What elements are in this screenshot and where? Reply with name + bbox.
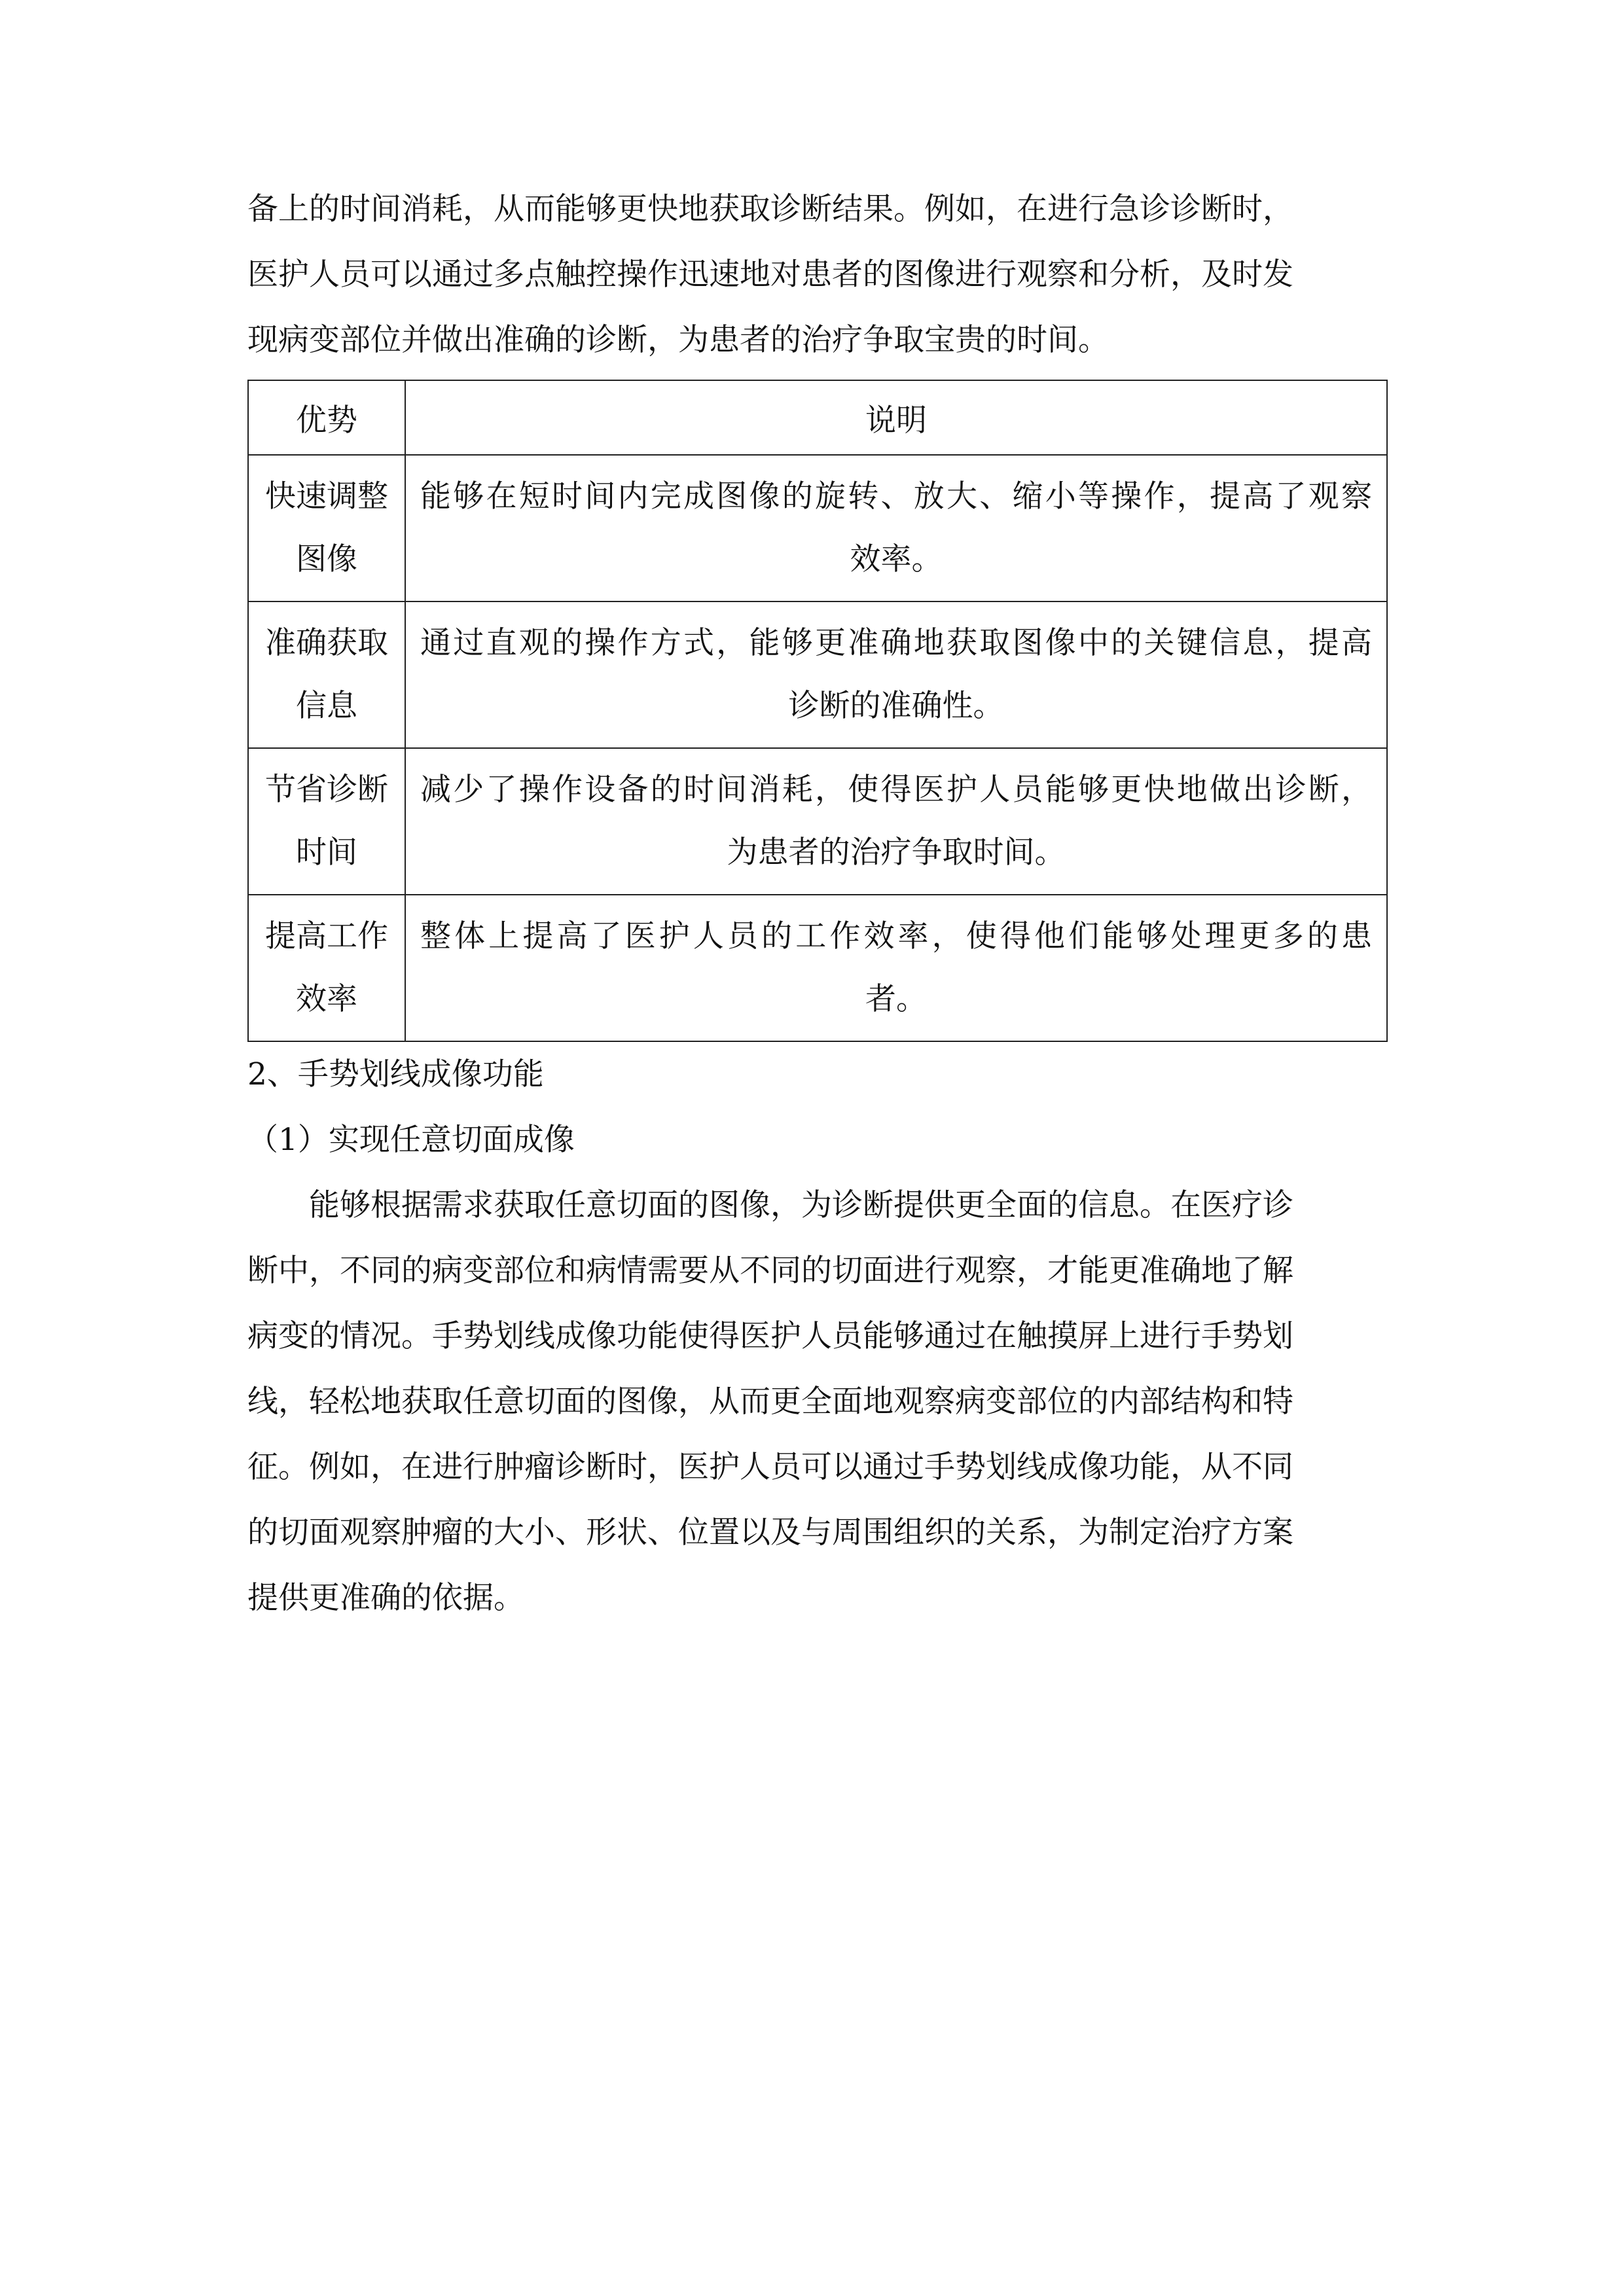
advantage-cell — [248, 895, 405, 1041]
description-cell — [405, 455, 1387, 601]
advantage-text: 信息 — [296, 688, 357, 724]
intro-line: 备上的时间消耗，从而能够更快地获取诊断结果。例如，在进行急诊诊断时， — [247, 191, 1293, 227]
description-cell — [405, 748, 1387, 895]
section-heading: 2、手势划线成像功能 — [247, 1056, 544, 1092]
section-body — [247, 1173, 1388, 1631]
table-row — [248, 455, 1387, 601]
body-line: 线，轻松地获取任意切面的图像，从而更全面地观察病变部位的内部结构和特 — [247, 1384, 1293, 1420]
body-line: 征。例如，在进行肿瘤诊断时，医护人员可以通过手势划线成像功能，从不同 — [247, 1449, 1293, 1485]
body-line: 提供更准确的依据。 — [247, 1580, 524, 1616]
description-cell — [405, 601, 1387, 748]
description-text: 为患者的治疗争取时间。 — [727, 834, 1066, 870]
table-row — [248, 748, 1387, 895]
description-text: 能够在短时间内完成图像的旋转、放大、缩小等操作，提高了观察 — [420, 478, 1372, 514]
description-text: 通过直观的操作方式，能够更准确地获取图像中的关键信息，提高 — [420, 625, 1372, 661]
body-line: 断中，不同的病变部位和病情需要从不同的切面进行观察，才能更准确地了解 — [247, 1253, 1293, 1289]
body-line: 的切面观察肿瘤的大小、形状、位置以及与周围组织的关系，为制定治疗方案 — [247, 1515, 1293, 1551]
advantage-text: 图像 — [296, 541, 357, 577]
description-text: 诊断的准确性。 — [788, 688, 1004, 724]
description-text: 效率。 — [850, 541, 943, 577]
table-header-row — [248, 380, 1387, 455]
advantage-text: 节省诊断 — [265, 772, 388, 808]
body-line: 能够根据需求获取任意切面的图像，为诊断提供更全面的信息。在医疗诊 — [309, 1187, 1293, 1223]
table-row — [248, 895, 1387, 1041]
document-page — [247, 177, 1388, 1631]
description-cell — [405, 895, 1387, 1041]
advantage-text: 时间 — [296, 834, 357, 870]
advantage-text: 快速调整 — [265, 478, 388, 514]
section-subheading: （1）实现任意切面成像 — [247, 1122, 575, 1158]
description-text: 者。 — [865, 981, 927, 1017]
advantage-cell — [248, 748, 405, 895]
advantage-text: 提高工作 — [265, 918, 388, 954]
advantage-text: 准确获取 — [265, 625, 388, 661]
description-text: 减少了操作设备的时间消耗，使得医护人员能够更快地做出诊断， — [420, 772, 1372, 808]
header-advantage: 优势 — [248, 380, 405, 455]
advantage-cell — [248, 455, 405, 601]
advantage-text: 效率 — [296, 981, 357, 1017]
advantages-table — [247, 380, 1388, 1042]
header-description: 说明 — [405, 380, 1387, 455]
intro-line: 现病变部位并做出准确的诊断，为患者的治疗争取宝贵的时间。 — [247, 322, 1109, 358]
intro-paragraph — [247, 177, 1388, 373]
advantage-cell — [248, 601, 405, 748]
table-row — [248, 601, 1387, 748]
body-line: 病变的情况。手势划线成像功能使得医护人员能够通过在触摸屏上进行手势划 — [247, 1318, 1293, 1354]
intro-line: 医护人员可以通过多点触控操作迅速地对患者的图像进行观察和分析，及时发 — [247, 257, 1293, 293]
description-text: 整体上提高了医护人员的工作效率，使得他们能够处理更多的患 — [420, 918, 1372, 954]
